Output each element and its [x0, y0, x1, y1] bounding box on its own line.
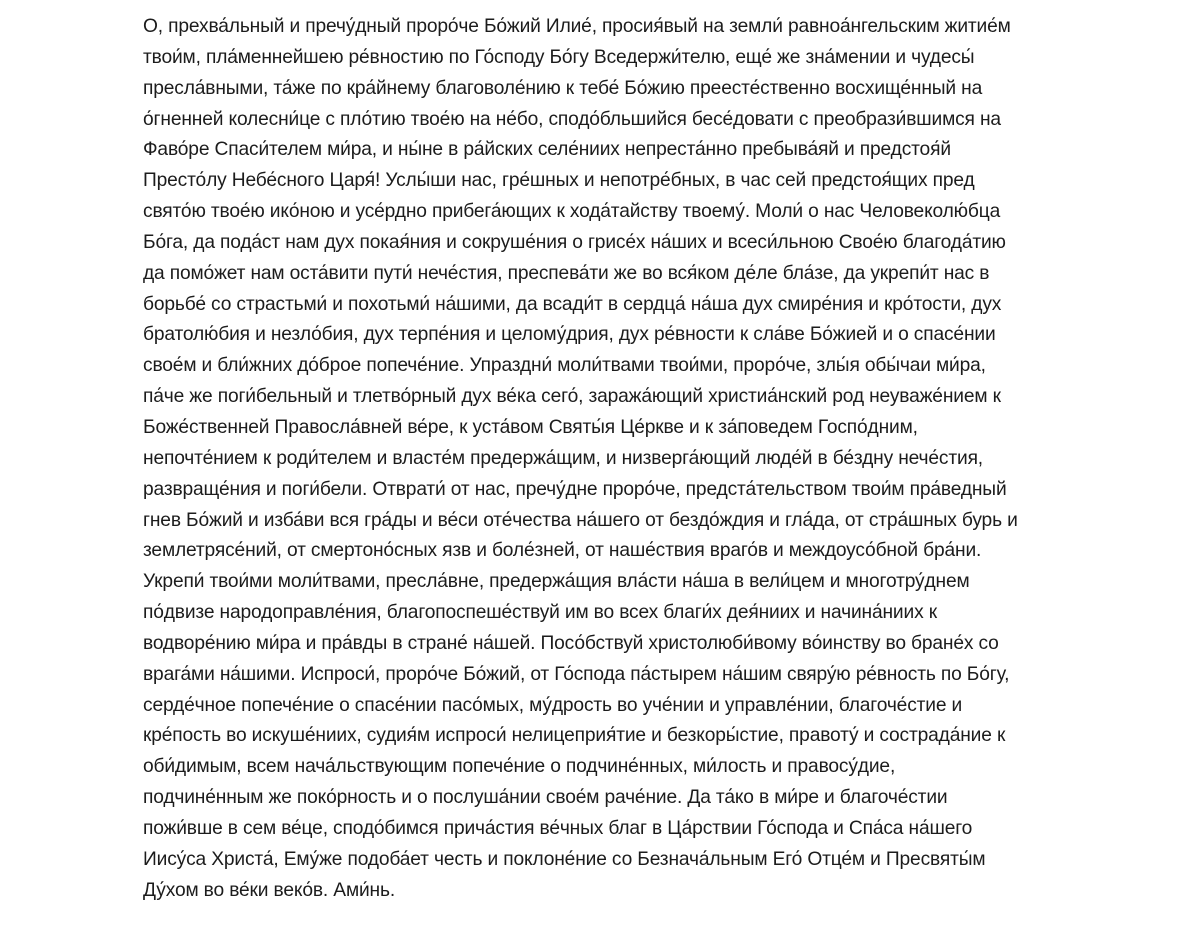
text-line: развраще́ния и поги́бели. Отврати́ от нас, пречу́дне проро́че, предста́тельством твои́м пра́ведный [143, 478, 1007, 500]
text-line: пожи́вше в сем ве́це, сподо́бимся прича́стия ве́чных благ в Ца́рствии Го́спода и Спа́са на́шего [143, 817, 973, 839]
text-line: непочте́нием к роди́телем и власте́м предержа́щим, и низверга́ющий люде́й в бе́здну нече́стия, [143, 447, 983, 469]
text-line: Боже́ственней Правосла́вней ве́ре, к уста́вом Святы́я Це́ркве и к за́поведем Госпо́дним, [143, 416, 918, 438]
text-line: борьбе́ со страстьми́ и похотьми́ на́шими, да всади́т в сердца́ на́ша дух смире́ния и кро́тости, дух [143, 293, 1002, 315]
text-line: гнев Бо́жий и изба́ви вся гра́ды и ве́си оте́чества на́шего от бездо́ждия и гла́да, от стра́шных бурь и [143, 509, 1018, 531]
text-line: Укрепи́ твои́ми моли́твами, пресла́вне, предержа́щия вла́сти на́ша в вели́цем и многотру́днем [143, 571, 970, 593]
text-line: по́двизе народоправле́ния, благопоспеше́ствуй им во всех благи́х дея́ниих и начина́ниих к [143, 602, 937, 624]
text-line: землетрясе́ний, от смертоно́сных язв и боле́зней, от наше́ствия враго́в и междоусо́бной бра́ни. [143, 540, 982, 562]
text-line: Фаво́ре Спаси́телем ми́ра, и ны́не в ра́йских селе́ниих непреста́нно пребыва́яй и предстоя́й [143, 139, 951, 161]
text-line: Иису́са Христа́, Ему́же подоба́ет честь и поклоне́ние со Безнача́льным Его́ Отце́м и Пресвяты́м [143, 848, 986, 870]
text-line: да помо́жет нам оста́вити пути́ нече́стия, преспева́ти же во вся́ком де́ле бла́зе, да укрепи́т нас в [143, 262, 990, 284]
text-line: водворе́нию ми́ра и пра́вды в стране́ на́шей. Посо́бствуй христолюби́вому во́инству во бране́х со [143, 632, 999, 654]
text-line: свое́м и бли́жних до́брое попече́ние. Упраздни́ моли́твами твои́ми, проро́че, злы́я обы́чаи ми́ра, [143, 355, 986, 377]
text-line: о́гненней колесни́це с пло́тию твое́ю на не́бо, сподо́бльшийся бесе́довати с преобрази́вшимся на [143, 108, 1001, 130]
text-line: па́че же поги́бельный и тлетво́рный дух ве́ка сего́, заража́ющий христиа́нский род неуваже́нием к [143, 386, 1001, 408]
text-line: Ду́хом во ве́ки веко́в. Ами́нь. [143, 879, 396, 901]
text-line: Бо́га, да пода́ст нам дух покая́ния и сокруше́ния о грисе́х на́ших и всеси́льною Свое́ю благода́тию [143, 231, 1006, 253]
text-line: твои́м, пла́меннейшею ре́вностию по Го́споду Бо́гу Вседержи́телю, еще́ же зна́мении и чудесы́ [143, 46, 975, 68]
text-line: О, прехва́льный и пречу́дный проро́че Бо́жий Илие́, просия́вый на земли́ равноа́нгельским житие́м [143, 16, 1011, 37]
text-line: подчине́нным же поко́рность и о послуша́нии свое́м раче́ние. Да та́ко в ми́ре и благоче́стии [143, 787, 948, 809]
text-line: Престо́лу Небе́сного Царя́! Услы́ши нас, гре́шных и непотре́бных, в час сей предстоя́щих пред [143, 170, 975, 192]
text-line: врага́ми на́шими. Испроси́, проро́че Бо́жий, от Го́спода па́стырем на́шим свяру́ю ре́вность по Бо́гу, [143, 663, 1010, 685]
text-line: оби́димым, всем нача́льствующим попече́ние о подчине́нных, ми́лость и правосу́дие, [143, 756, 896, 778]
text-line: кре́пость во искуше́ниих, судия́м испроси́ нелицеприя́тие и безкоры́стие, правоту́ и сострада́ние к [143, 725, 1006, 747]
prayer-text [143, 12, 1153, 906]
text-line: пресла́вными, та́же по кра́йнему благоволе́нию к тебе́ Бо́жию преесте́ственно восхище́нный на [143, 77, 983, 99]
text-line: свято́ю твое́ю ико́ною и усе́рдно прибега́ющих к хода́тайству твоему́. Моли́ о нас Человеколю́бца [143, 201, 1001, 223]
text-line: братолю́бия и незло́бия, дух терпе́ния и целому́дрия, дух ре́вности к сла́ве Бо́жией и о спасе́нии [143, 324, 996, 346]
text-line: серде́чное попече́ние о спасе́нии пасо́мых, му́дрость во уче́нии и управле́нии, благоче́стие и [143, 694, 963, 716]
